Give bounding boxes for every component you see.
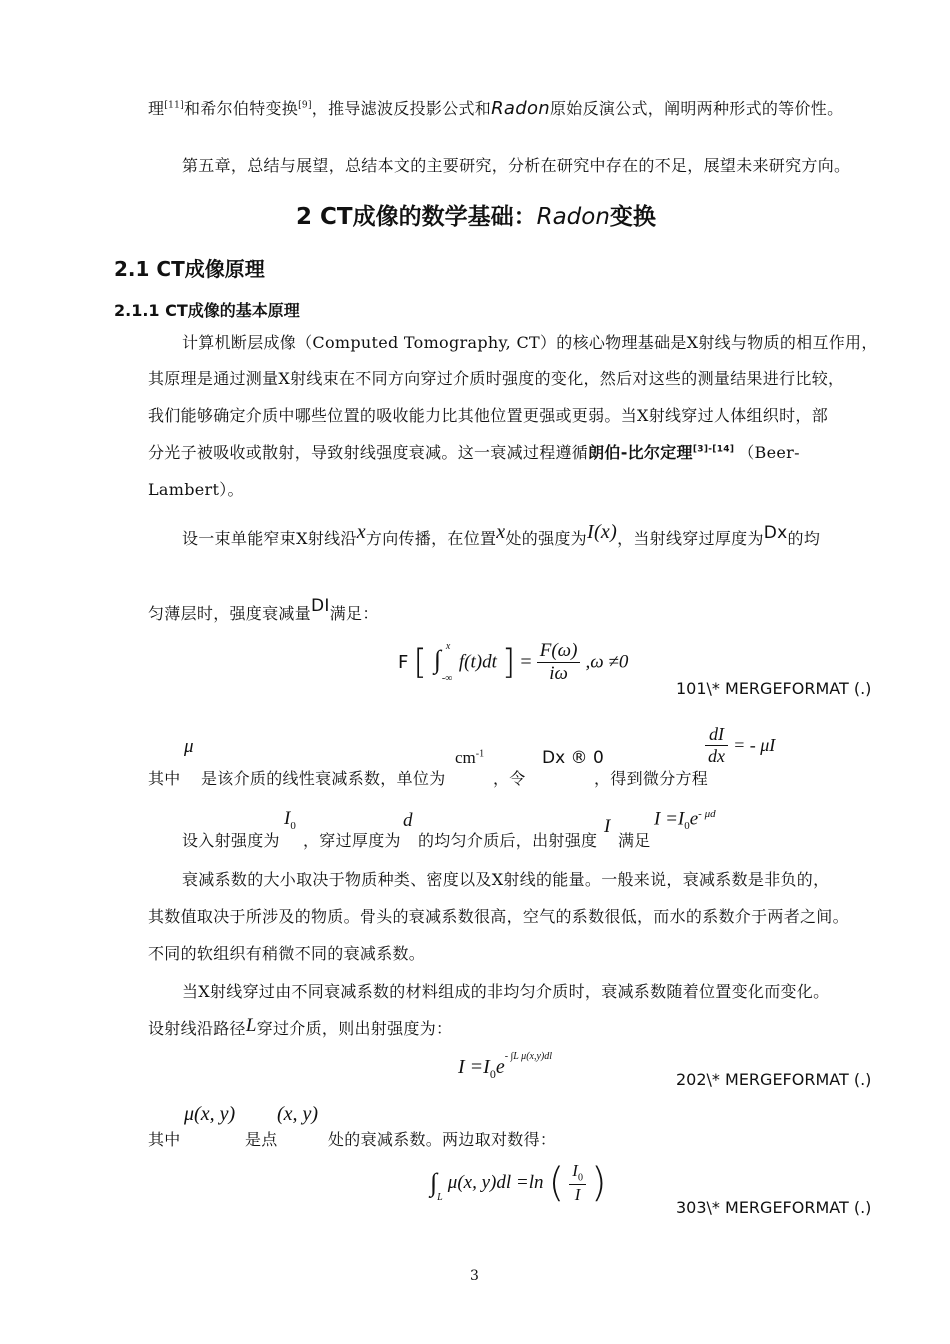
radon-term: Radon: [536, 204, 610, 230]
para2-line2: [148, 596, 379, 624]
integral-upper: x: [445, 640, 451, 652]
math-expr: DI: [311, 596, 330, 616]
math-var: I: [284, 808, 291, 829]
citation-ref: [9]: [298, 100, 312, 111]
condition: ,ω ≠0: [585, 651, 629, 673]
equation-1-number: 101\* MERGEFORMAT (.): [676, 679, 872, 698]
exponential: e: [495, 1056, 505, 1078]
text-segment: 处的强度为: [505, 529, 587, 548]
math-expr: I(x): [587, 521, 618, 543]
para4-text-e: 满足: [618, 831, 651, 850]
integrand: f(t)dt: [458, 651, 497, 673]
para5-line3: 不同的软组织有稍微不同的衰减系数。: [148, 944, 426, 963]
mu-xy-expr: μ(x, y): [184, 1103, 236, 1125]
log-fraction: [569, 1161, 586, 1204]
integral-sign: ∫: [430, 1168, 438, 1197]
para7-text-c: 处的衰减系数。两边取对数得：: [328, 1130, 557, 1149]
left-bracket: [: [413, 642, 427, 683]
law-name: 朗伯-比尔定理: [588, 443, 693, 462]
para3-text-b: 是该介质的线性衰减系数，单位为: [201, 769, 446, 788]
subscript: 0: [577, 1172, 583, 1184]
section-heading-2-1: 2.1 CT成像原理: [114, 257, 265, 281]
denominator: I: [574, 1184, 581, 1204]
text-segment: 和希尔伯特变换: [184, 99, 299, 118]
subscript: 0: [290, 819, 296, 832]
left-paren: (: [548, 1160, 565, 1206]
radon-term: Radon: [491, 98, 550, 119]
citation-ref: [11]: [164, 100, 184, 111]
I0-symbol: [284, 808, 296, 832]
para2-line1: [182, 521, 821, 550]
integral-subscript: L: [437, 1191, 443, 1203]
para4-text-b: ，穿过厚度为: [303, 831, 401, 850]
text-segment: 原始反演公式，阐明两种形式的等价性。: [549, 99, 844, 118]
para6-line2: [148, 1016, 452, 1040]
num-var: I: [572, 1161, 578, 1181]
para7-text-a: 其中: [148, 1130, 181, 1149]
equation-body: μ(x, y)dl =ln: [447, 1172, 544, 1193]
denominator: dx: [708, 746, 725, 766]
derivative-fraction: [705, 724, 728, 767]
equation-2-number: 202\* MERGEFORMAT (.): [676, 1070, 872, 1089]
text-segment: 满足：: [329, 604, 379, 623]
text-segment: 其中: [148, 769, 181, 788]
equation-1: [398, 640, 628, 685]
para4-text-c: 的均匀介质后，出射强度: [418, 831, 598, 850]
text-segment: 理: [148, 99, 165, 118]
text-segment: 分光子被吸收或散射，导致射线强度衰减。这一衰减过程遵循: [148, 443, 589, 462]
citation-ref: [3]-[14]: [692, 444, 735, 455]
numerator: F(ω): [537, 640, 581, 663]
para5-line1: 衰减系数的大小取决于物质种类、密度以及X射线的能量。一般来说，衰减系数是非负的，: [182, 870, 830, 889]
unit-cm: [455, 748, 484, 768]
mu-symbol: μ: [184, 736, 194, 757]
integral-lower: -∞: [441, 672, 453, 684]
exponent: - μd: [698, 808, 716, 820]
math-var: x: [356, 521, 366, 543]
d-symbol: d: [403, 810, 413, 831]
para3-text-c: ，令: [493, 769, 526, 788]
fraction: [537, 640, 581, 685]
para1-line2: 其原理是通过测量X射线束在不同方向穿过介质时强度的变化，然后对这些的测量结果进行比较，: [148, 369, 845, 388]
equation-3-number: 303\* MERGEFORMAT (.): [676, 1198, 872, 1217]
section-heading-2: [296, 198, 656, 231]
equation-2: [458, 1051, 553, 1082]
text-segment: 匀薄层时，强度衰减量: [148, 604, 312, 623]
unit-text: cm: [455, 748, 476, 767]
para6-line1: 当X射线穿过由不同衰减系数的材料组成的非均匀介质时，衰减系数随着位置变化而变化。: [182, 982, 830, 1001]
para1-line5: Lambert）。: [148, 480, 244, 499]
text-segment: ，当射线穿过厚度为: [617, 529, 764, 548]
point-xy-expr: (x, y): [277, 1103, 319, 1125]
limit-expr: Dx ® 0: [542, 748, 604, 768]
numerator: dI: [705, 724, 728, 746]
unit-exponent: -1: [475, 748, 485, 760]
math-expr: Dx: [763, 523, 788, 543]
subscript: 0: [684, 820, 690, 833]
fourier-operator: F: [398, 652, 409, 673]
para7-text-b: 是点: [245, 1130, 278, 1149]
para1-line3: 我们能够确定介质中哪些位置的吸收能力比其他位置更强或更弱。当X射线穿过人体组织时，部: [148, 406, 828, 425]
numerator: [569, 1161, 586, 1184]
text-segment: 设射线沿路径: [148, 1019, 246, 1038]
I-symbol: I: [604, 816, 611, 837]
equation-rhs: = - μI: [733, 735, 776, 755]
para1-line4: [148, 440, 800, 463]
text-segment: （Beer-: [738, 443, 800, 462]
integral-sign: ∫ x -∞: [433, 640, 453, 684]
para3-line: [148, 766, 181, 789]
equation-3: [430, 1160, 607, 1206]
equation-lhs: I =I: [458, 1056, 490, 1078]
heading-text: 2 CT成像的数学基础：: [296, 204, 537, 230]
exponential: e: [689, 808, 699, 830]
para4-text-a: 设入射强度为: [182, 831, 280, 850]
beer-lambert-equation: [654, 808, 716, 832]
para1-line1: 计算机断层成像（Computed Tomography, CT）的核心物理基础是X射线与物质的相互作用，: [182, 333, 878, 352]
heading-text: 变换: [609, 204, 656, 230]
text-segment: 设一束单能窄束X射线沿: [182, 529, 357, 548]
denominator: iω: [549, 663, 568, 684]
text-line-1: [148, 96, 843, 119]
text-segment: ，推导滤波反投影公式和: [311, 99, 492, 118]
subscript: 0: [489, 1067, 496, 1081]
para3-text-d: ，得到微分方程: [594, 769, 709, 788]
page-number: 3: [470, 1268, 479, 1284]
text-segment: 穿过介质，则出射强度为：: [256, 1019, 453, 1038]
section-heading-2-1-1: 2.1.1 CT成像的基本原理: [114, 301, 300, 320]
right-paren: ): [591, 1160, 607, 1206]
equals-sign: =: [520, 651, 532, 673]
path-symbol: L: [245, 1015, 257, 1036]
chapter5-text: 第五章，总结与展望，总结本文的主要研究，分析在研究中存在的不足，展望未来研究方向。: [182, 156, 851, 175]
text-segment: 的均: [787, 529, 821, 548]
exponent: - ∫L μ(x,y)dl: [504, 1051, 553, 1063]
math-var: x: [496, 521, 506, 543]
differential-equation: [705, 724, 775, 767]
para5-line2: 其数值取决于所涉及的物质。骨头的衰减系数很高，空气的系数很低，而水的系数介于两者之间。: [148, 907, 849, 926]
text-segment: 方向传播，在位置: [365, 529, 497, 548]
right-bracket: ]: [502, 642, 516, 683]
equation-lhs: I =I: [654, 808, 685, 830]
